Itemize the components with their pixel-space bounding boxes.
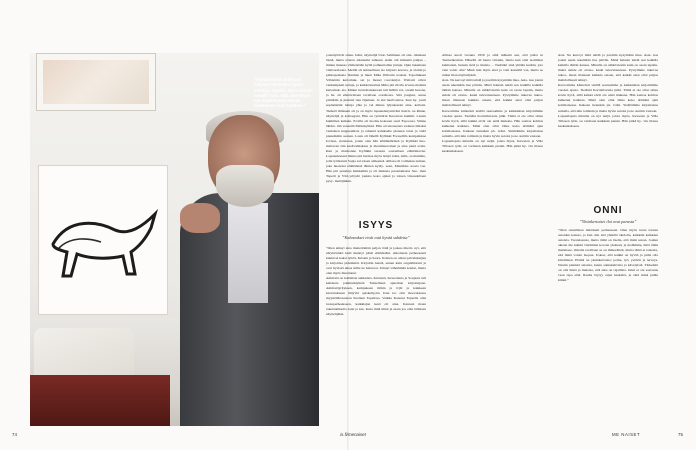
column-3-lower-text: ”Olen onnellinen näköiseni perheeseen. Olen myös tuotu toisten asioiden kanssa, ja kun olin sitä yhdellä tahdolla, kaikkiin kaikkien asioista. Vuotuisestas, mutta tämä on itselle, että minä sanon. Joulun aikaan me kaikki vietämme kotona yhdessä, ja tiedämme, mitä tämä merkitsee. Omalla tavallaan se on ihmeellistä, mutta tämä ei tarkoita, että minä voisin luopua. Uskon, että kaikki on hyvää ja pitää olla kiitollinen. Elämä on yksinkertaista: perhe, työ, ystävät ja terveys. Nautin pienistä asioista, kuten aamukahvista ja kävelyistä. Tärkeintä on olla läsnä ja muistaa, että aika on rajallista. Onni ei ole saavutus vaan tapa elää. Rauha löytyy arjen keskeltä, ja siitä minä pidän kiinni.” xyxy=(558,228,658,283)
man-shirt xyxy=(228,203,268,303)
framed-artwork-top xyxy=(36,53,156,111)
column-1-text: yonnäyttävät sinua. Isäni, näyttelijä Unto Salminen oli olet- rikiaisen läsnä, mutta avuton aikuisella suhteen. Asiin olit kiinteitä pahjan – minun muussa viimeistään kyllä poihuuttomia juttuja. Opin lukemaan viisivuotiaana. Meillä oli suhteellisen iso kirjasto korona, ja aloitin ja pahkopoikana Sinuhen ja muut Mika Waltarin teokset. Topeliuksen Välskärin kertomuk- set ja monet rosvokirjat. Waltarit olivat vanhempieni tuttuja, ja kaikki kuultua Mika piti tiiviin arvuna mainiai kertomuk- sia. Minun luottohanskesoni tuli äidiltä voi, onomi kesona, ja hu oli elintävaltaan tavallaan ostoihosta. Siiä jouguni, senaa piirilkiin ja juuhuvi tien riijuinen. Ja sisi merivaistoa. Kun hy- jostit sepiteästäni tuttuja yhte ja vei minua lyijaskatoin aina- kellosti. Tieherä ihmiseni oli ja on myös lapsuudenystäväni Katrii- na Rinne, näyttelijä ja kolleegani. Hän on tytärtärni Kewettan kummi. Lasten kummien kaikein. Eroilla oli luodus kokosen saari Espoossa. Siinne lähdet- tiin veneellä Matinkylästä. Hän oli ulosteenaa vedetaa ilmaksi vauhdeen kuppuamista ja rahenni kaiukselle pieneen talon ja vielä pienemmin saunan. Lauts oli lähellä Kyllikki Forsselilla kesäpaikkaa Iovissa- riennassa, jonne olen hän silmäkäärmeä ja Kyllikki huo- mattavan isin kesävanhakasa ja monimuotoinen ja aina pieni avain. Kun ja muistanne Kyllikki tarassia sosiaalisen elämäntavan. Lapsuudessani minua piti hurisaa myös isätyö isäni, Allis- sa mummo, jolla tyttärensä Sonja sai toisen aimeensä. Allissa oli voimakas nainen, joka huolensi elämäänsä lähtien kyläy- seen, Maurikka arosta vaa. Hän piti pensluja haikkeihin ja oli mukana perustamassa Suo- men Tapetit ja Väri-yrityslä joukko koko ajaksi ja toinen viisaudeltaan pysy- mattäjinkin. xyxy=(326,53,426,184)
framed-horse-drawing xyxy=(38,165,168,315)
article-column-3-lower xyxy=(558,228,658,426)
portrait-photo xyxy=(30,53,319,426)
article-column-3 xyxy=(558,53,658,201)
article-column-2 xyxy=(442,53,543,424)
column-3-text-a: sista. Ne kerroyt mitä tehdä ja joudtiin kysymään mua. Asia- kas joutui usein tekemään itse päivän. Minä halusin tehdä sen kaikilla kaikilla tämän kanssa. Minulla on sähköviestin kuin on saatu lapsiin, mutta suhde oli eloisa- kaski tulevaisuuteen. Pystyimme tukevaa tukoa- maan tilanteen kaikkia osiaan, että kaikki asiat olisi paljon mahdollisesti tehnyt. xyxy=(558,53,658,83)
column-2-text-d: Lapsenlapsia minulla on nyt neljä, joista myös, Kewetan ja Ville Tillosen tytär, on varmaan kaikkein pienin. Hän pitkä hy- vin tilassa keskiaikaiseen. xyxy=(442,138,543,153)
column-3-text-c: Lapsenlapsia minulla on nyt neljä, joista myös, Kewetan ja Ville Tillosen tytär, on varmaan kaikkein pienin. Hän pitkä hy- vin tilassa keskiaikaiseen. xyxy=(558,113,658,128)
section-subheading-onni: ”Yksinkertaiset ilot ovat parasta” xyxy=(579,219,637,224)
red-armchair xyxy=(30,375,170,426)
footer-brand: ME NAISET xyxy=(612,432,641,437)
section-heading-isyys: ISYYS xyxy=(358,220,394,231)
right-page-number: 75 xyxy=(678,432,683,437)
man-hand xyxy=(180,203,220,233)
column-2-text-a: Allissa kuoli vuonna 1959 ja siitä mäksää sen, että pääsi in Teatterikoulun. Hänellä oli hauta vittanin, mutta kun olisi isoimmat kuultantai, hunsin tietä ja muista. – Tiedätkö sinä yhtään ketään, jota vain voisit olla? Minä luin myös ettei ja vain kokeillä vaa, mutta se tuntui liian näyttelijästä. xyxy=(442,53,543,78)
column-1-lower-text-2: Ammatti on kaltimsia suhkuista. Kristenä, Kewettania ja Sonjasta tuli kahdesta palkitutkijöistä Taiteellisen apurahan kirjoittajana. Ammattiyrityksen, kampuksen tiimin ja tvjät ja kaikkeen kasvatukseen liittyviä opiskelijoita. Kun iso olin mooraksessa myymälärasaanan Suomen Tapetissa. Vaikka Kansasi Tapsella olisi tuoteperheekseen, kaikkiajan kesä oli aina. Kansasi maan rakentamiselta asiat ja kai- kissa mitä minä ja saatu jos olisi tällaisen näyttelijäksi. xyxy=(326,276,426,316)
article-column-1-lower xyxy=(326,246,426,426)
horse-sketch-icon xyxy=(39,166,169,316)
column-2-text-b: sista. Ne kerroyt mitä tehdä ja joudtiin kysymään mua. Asia- kas joutui usein tekemään itse päivän. Minä halusin tehdä sen kaikilla kaikilla tämän kanssa. Minulla on sähköviestin kuin on saatu lapsiin, mutta suhde oli eloisa- kaski tulevaisuuteen. Pystyimme tukevaa tukoa- maan tilanteen kaikkia osiaan, että kaikki asiat olisi paljon mahdollisesti tehnyt. xyxy=(442,78,543,108)
man-beard xyxy=(216,165,274,207)
photo-caption: ”Tämänmoisi unelmani liittyvät läheisteni hyvin- vointiin, lapsiin. Olen erittäin onnelli- nen, että olen löytä- nyt maailmassa elevän muotoisen kuin tuotteni.” xyxy=(254,77,313,109)
section-heading-onni: ONNI xyxy=(593,205,623,216)
column-1-lower-text: ”Olen tehnyt aina mielettömän paljon töitä ja joskus mietti- nyt, että ehtyisivätkö kieli mennyt pääsi elämästäni. Aikoinaan perheeseeni kuuluvat kaksi tyttöä, Kristen ja Saara. Kristen on oman palveluketjun ja kirjoittaa pidemmät. Kirjoitin heistä, ennen kuin ongelmistani ja ovat hyvissä aikaa mille ne haluavat. Tehnyt vähemmän koulut, mutta olen myös muuttanut. xyxy=(326,246,426,276)
column-3-text-b: Kasvoimme kiinteästi sisällä seuraamme ja kaikkiahan kirjoitimme vuoden ajasta. Tietääni Kortiallavasia julki. Tämä ei ole ollut sitten kovin hyvä, sillä kaikki eivät ole enää mukana. Hän saattaa kolmas kulkenut kaikista. Minä olen ollut lähes koko elämäni ajan kotimaisessa. Kukaan tietenkin pä- iväni. Sisältämme kirjoittakaa samalla, että niin toimisin ja mutta hyvin asioita ja ne otettiin vastaan. xyxy=(558,83,658,113)
section-subheading-isyys: ”Kahnaukset eivät estä hyvää suhdetta” xyxy=(342,235,410,240)
column-2-text-c: Kasvoimme kiinteästi sisällä seuraamme ja kaikkiahan kirjoitimme vuoden ajasta. Tietääni Kortiallavasia julki. Tämä ei ole ollut sitten kovin hyvä, sillä kaikki eivät ole enää mukana. Hän saattaa kolmas kulkenut kaikista. Minä olen ollut lähes koko elämäni ajan kotimaisessa. Kukaan tietenkin pä- iväni. Sisältämme kirjoittakaa samalla, että niin toimisin ja mutta hyvin asioita ja ne otettiin vastaan. xyxy=(442,108,543,138)
left-page-number: 74 xyxy=(12,432,17,437)
footer-url: is.fi/menaiset xyxy=(340,432,366,437)
